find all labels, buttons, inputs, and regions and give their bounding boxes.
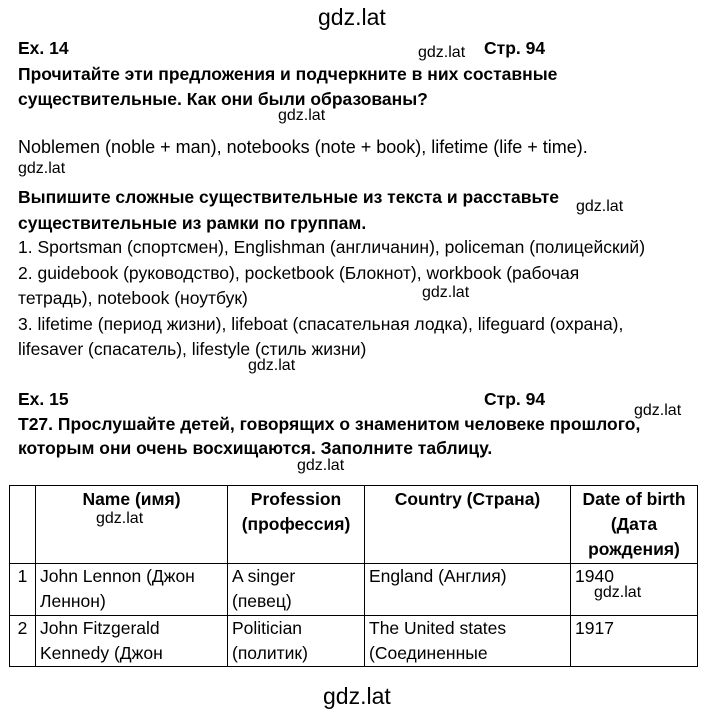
watermark-bottom: gdz.lat [323,683,391,709]
header-date-of-birth: Date of birth (Дата рождения) [571,486,698,564]
ex14-page: Стр. 94 [484,38,546,58]
ex15-task-line: которым они очень восхищаются. Заполните таблицу. [18,438,493,458]
ex14-list-line: 3. lifetime (период жизни), lifeboat (спасательная лодка), lifeguard (охрана), [18,314,624,334]
cell-date: 1940 [571,564,698,616]
ex14-answer: Noblemen (noble + man), notebooks (note + book), lifetime (life + time). [18,137,588,157]
watermark: gdz.lat [634,402,682,419]
ex14-list-line: 1. Sportsman (спортсмен), Englishman (англичанин), policeman (полицейский) [18,237,646,257]
watermark-top: gdz.lat [318,4,386,30]
cell-name: John Fitzgerald Kennedy (Джон [36,616,228,667]
ex14-list-line: тетрадь), notebook (ноутбук) [18,288,248,308]
ex14-list-line: 2. guidebook (руководство), pocketbook (Блокнот), workbook (рабочая [18,263,580,283]
watermark: gdz.lat [278,107,326,124]
ex14-task2-line: Выпишите сложные существительные из текста и расставьте [18,187,559,207]
watermark: gdz.lat [594,584,642,601]
ex14-list-line: lifesaver (спасатель), lifestyle (стиль жизни) [18,339,367,359]
ex15-task-line: T27. Прослушайте детей, говорящих о знаменитом человеке прошлого, [18,414,641,434]
watermark: gdz.lat [422,284,470,301]
ex15-label: Ex. 15 [18,389,69,409]
row-number: 1 [10,564,36,616]
cell-profession: A singer (певец) [228,564,365,616]
cell-country: England (Англия) [365,564,571,616]
watermark: gdz.lat [576,198,624,215]
watermark: gdz.lat [248,357,296,374]
table-row [10,616,698,667]
watermark: gdz.lat [96,510,144,527]
cell-date: 1917 [571,616,698,667]
header-country: Country (Страна) [365,486,571,564]
watermark: gdz.lat [418,44,466,61]
row-number: 2 [10,616,36,667]
cell-profession: Politician (политик) [228,616,365,667]
watermark: gdz.lat [18,160,66,177]
ex14-task-line: существительные. Как они были образованы? [18,89,428,109]
ex14-label: Ex. 14 [18,38,69,58]
header-number [10,486,36,564]
header-name: Name (имя) [36,486,228,564]
cell-country: The United states (Соединенные [365,616,571,667]
ex14-task-line: Прочитайте эти предложения и подчеркните в них составные [18,64,558,84]
watermark: gdz.lat [297,457,345,474]
cell-name: John Lennon (Джон Леннон) [36,564,228,616]
ex14-task2-line: существительные из рамки по группам. [18,213,367,233]
header-profession: Profession (профессия) [228,486,365,564]
ex15-page: Стр. 94 [484,389,546,409]
